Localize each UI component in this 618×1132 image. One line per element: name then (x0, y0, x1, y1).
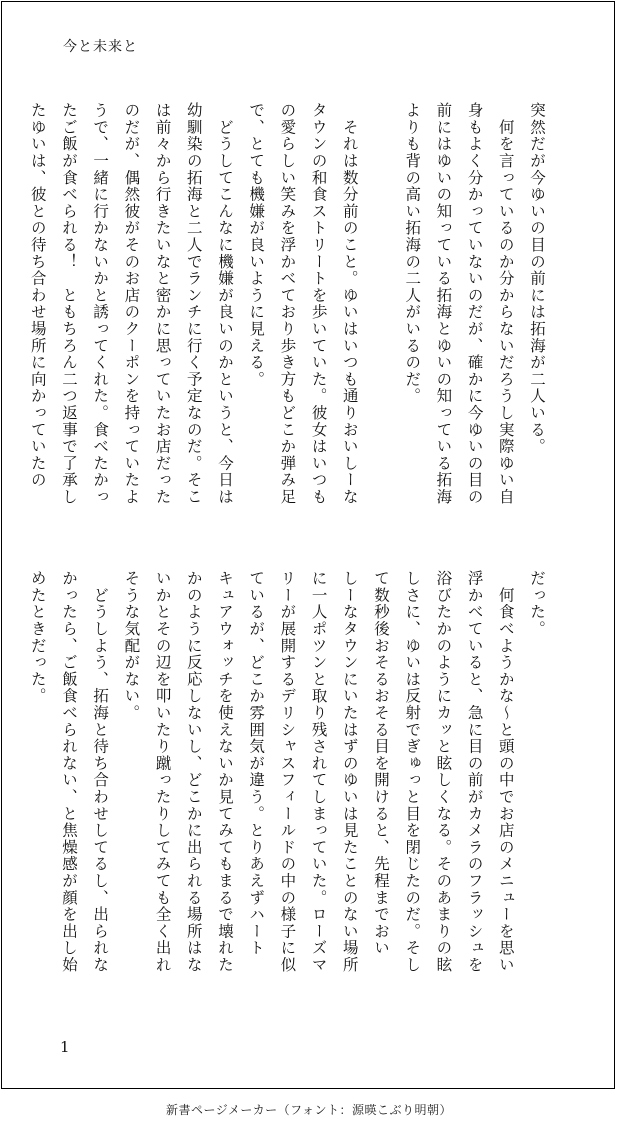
paragraph: それは数分前のこと。ゆいはいつも通りおいしーな タウンの和食ストリートを歩いていた。彼女はいつも の愛らしい笑みを浮かべており歩き方もどこか弾み足 で、とても機嫌が良いように見える。 (247, 102, 359, 506)
page-number: 1 (60, 1038, 70, 1056)
paragraph: だった。 (528, 570, 546, 638)
footer-caption: 新書ページメーカー（フォント：源暎こぶり明朝） (165, 1103, 453, 1117)
text-column-top (28, 102, 552, 542)
page-frame (1, 1, 615, 1089)
paragraph: どうしよう、拓海と待ち合わせしてるし、出られな かったら、ご飯食べられない、と焦燥感が顔を出し始 めたときだった。 (28, 570, 110, 974)
text-column-bottom (28, 570, 552, 1010)
page-title: 今と未来と (63, 39, 138, 55)
paragraph: 突然だが今ゆいの目の前には拓海が二人いる。 (528, 102, 546, 455)
paragraph: 何食べようかな〜と頭の中でお店のメニューを思い 浮かべていると、急に目の前がカメラのフラッシュを 浴びたかのようにカッと眩しくなる。そのあまりの眩 しさに、ゆいは反射でぎゅっと目を閉じたのだ。そし て数秒後おそるおそる目を開けると、先程までおい しーなタウンにいたはずのゆいは見たことのない場所 に一人ポツンと取り残されてしまっていた。ローズマ リーが展開するデリシャスフィールドの中の様子に似 ているが、どこか雰囲気が違う。とりあえずハート キュアウォッチを使えないか見てみてもまるで壊れた かのように反応しないし、どこかに出られる場所はな いかとその辺を叩いたり蹴ったりしてみても全く出れ そうな気配がない。 (122, 570, 515, 974)
blank-line (365, 102, 396, 542)
paragraph: 何を言っているのか分からないだろうし実際ゆい自 身もよく分かっていないのだが、確かに今ゆいの目の 前にはゆいの知っている拓海とゆいの知っている拓海 よりも背の高い拓海の二人がいるのだ。 (403, 102, 515, 506)
paragraph: どうしてこんなに機嫌が良いのかというと、今日は 幼馴染の拓海と二人でランチに行く予定なのだ。そこ は前々から行きたいなと密かに思っていたお店だった のだが、偶然彼がそのお店のクーポンを持っていたよ うで、一緒に行かないかと誘ってくれた。食べたかっ たご飯が食べられる！ ともちろん二つ返事で了承し たゆいは、彼との待ち合わせ場所に向かっていたの (28, 102, 234, 506)
